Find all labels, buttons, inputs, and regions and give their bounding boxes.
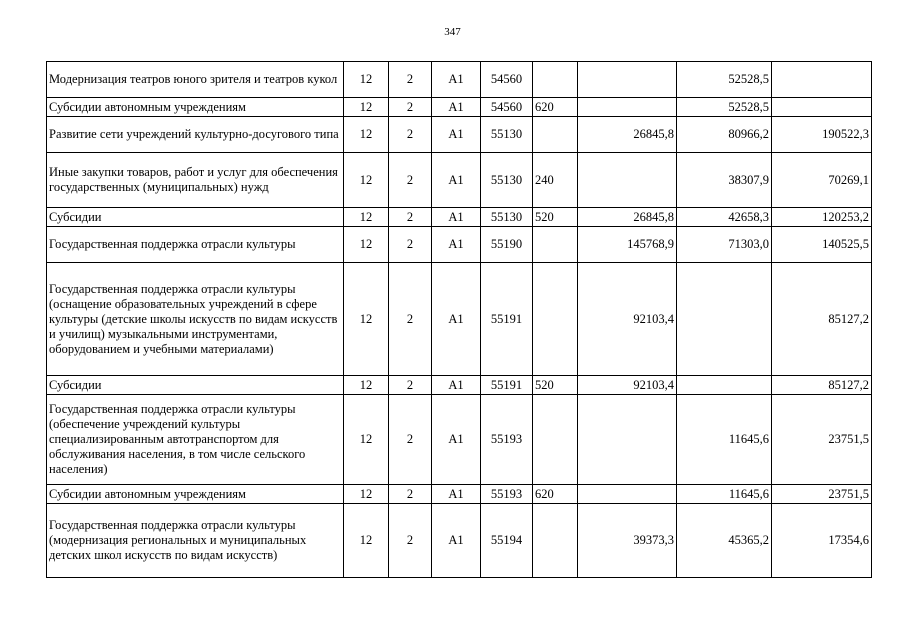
- amount-3: 85127,2: [772, 376, 872, 395]
- expense-type-code: 520: [533, 208, 578, 227]
- direction-code: 55130: [481, 117, 533, 153]
- amount-2: [677, 376, 772, 395]
- amount-2: 45365,2: [677, 504, 772, 578]
- amount-3: 23751,5: [772, 485, 872, 504]
- row-name: Государственная поддержка отрасли культуры: [47, 227, 344, 263]
- amount-3: 190522,3: [772, 117, 872, 153]
- section-code: 12: [344, 395, 389, 485]
- row-name: Субсидии: [47, 376, 344, 395]
- table-row: [47, 263, 872, 376]
- subsection-code: 2: [389, 153, 432, 208]
- section-code: 12: [344, 117, 389, 153]
- amount-2: 52528,5: [677, 98, 772, 117]
- row-name: Иные закупки товаров, работ и услуг для обеспечения государственных (муниципальных) нужд: [47, 153, 344, 208]
- direction-code: 54560: [481, 62, 533, 98]
- expense-type-code: [533, 62, 578, 98]
- expense-type-code: 620: [533, 98, 578, 117]
- section-code: 12: [344, 263, 389, 376]
- table-row: [47, 117, 872, 153]
- table-row: [47, 485, 872, 504]
- section-code: 12: [344, 227, 389, 263]
- row-name: Модернизация театров юного зрителя и театров кукол: [47, 62, 344, 98]
- program-code: A1: [432, 485, 481, 504]
- amount-1: 92103,4: [578, 376, 677, 395]
- amount-2: 11645,6: [677, 485, 772, 504]
- budget-table: [46, 61, 872, 578]
- expense-type-code: [533, 263, 578, 376]
- program-code: A1: [432, 98, 481, 117]
- program-code: A1: [432, 395, 481, 485]
- table-row: [47, 208, 872, 227]
- amount-1: 39373,3: [578, 504, 677, 578]
- subsection-code: 2: [389, 62, 432, 98]
- amount-3: 70269,1: [772, 153, 872, 208]
- amount-2: 71303,0: [677, 227, 772, 263]
- amount-3: [772, 98, 872, 117]
- table-row: [47, 504, 872, 578]
- row-name: Субсидии автономным учреждениям: [47, 485, 344, 504]
- amount-1: 92103,4: [578, 263, 677, 376]
- row-name: Субсидии: [47, 208, 344, 227]
- section-code: 12: [344, 62, 389, 98]
- row-name: Государственная поддержка отрасли культуры (оснащение образовательных учреждений в сфере культуры (детские школы искусств по видам искусств и училищ) музыкальными инструментами, оборудованием и учебными материалами): [47, 263, 344, 376]
- table-row: [47, 62, 872, 98]
- subsection-code: 2: [389, 117, 432, 153]
- expense-type-code: [533, 117, 578, 153]
- expense-type-code: [533, 227, 578, 263]
- amount-3: 17354,6: [772, 504, 872, 578]
- amount-1: [578, 153, 677, 208]
- amount-2: 38307,9: [677, 153, 772, 208]
- amount-3: 140525,5: [772, 227, 872, 263]
- subsection-code: 2: [389, 98, 432, 117]
- expense-type-code: 520: [533, 376, 578, 395]
- direction-code: 54560: [481, 98, 533, 117]
- amount-1: 26845,8: [578, 117, 677, 153]
- subsection-code: 2: [389, 485, 432, 504]
- section-code: 12: [344, 376, 389, 395]
- subsection-code: 2: [389, 208, 432, 227]
- direction-code: 55191: [481, 263, 533, 376]
- expense-type-code: 240: [533, 153, 578, 208]
- expense-type-code: [533, 395, 578, 485]
- section-code: 12: [344, 208, 389, 227]
- table-row: [47, 376, 872, 395]
- amount-2: 80966,2: [677, 117, 772, 153]
- table-row: [47, 153, 872, 208]
- direction-code: 55190: [481, 227, 533, 263]
- amount-2: 11645,6: [677, 395, 772, 485]
- direction-code: 55193: [481, 485, 533, 504]
- amount-1: [578, 485, 677, 504]
- amount-1: [578, 62, 677, 98]
- program-code: A1: [432, 117, 481, 153]
- row-name: Государственная поддержка отрасли культуры (обеспечение учреждений культуры специализированным автотранспортом для обслуживания населения, в том числе сельского населения): [47, 395, 344, 485]
- subsection-code: 2: [389, 504, 432, 578]
- direction-code: 55191: [481, 376, 533, 395]
- amount-2: 42658,3: [677, 208, 772, 227]
- program-code: A1: [432, 376, 481, 395]
- row-name: Развитие сети учреждений культурно-досугового типа: [47, 117, 344, 153]
- amount-1: 26845,8: [578, 208, 677, 227]
- direction-code: 55130: [481, 208, 533, 227]
- amount-1: [578, 98, 677, 117]
- section-code: 12: [344, 504, 389, 578]
- expense-type-code: [533, 504, 578, 578]
- direction-code: 55194: [481, 504, 533, 578]
- amount-1: [578, 395, 677, 485]
- section-code: 12: [344, 485, 389, 504]
- program-code: A1: [432, 263, 481, 376]
- subsection-code: 2: [389, 376, 432, 395]
- program-code: A1: [432, 62, 481, 98]
- program-code: A1: [432, 153, 481, 208]
- amount-2: 52528,5: [677, 62, 772, 98]
- table-row: [47, 395, 872, 485]
- program-code: A1: [432, 208, 481, 227]
- row-name: Субсидии автономным учреждениям: [47, 98, 344, 117]
- table-row: [47, 227, 872, 263]
- subsection-code: 2: [389, 227, 432, 263]
- subsection-code: 2: [389, 263, 432, 376]
- amount-3: 23751,5: [772, 395, 872, 485]
- program-code: A1: [432, 504, 481, 578]
- table-row: [47, 98, 872, 117]
- amount-3: 120253,2: [772, 208, 872, 227]
- subsection-code: 2: [389, 395, 432, 485]
- amount-3: [772, 62, 872, 98]
- section-code: 12: [344, 98, 389, 117]
- row-name: Государственная поддержка отрасли культуры (модернизация региональных и муниципальных детских школ искусств по видам искусств): [47, 504, 344, 578]
- expense-type-code: 620: [533, 485, 578, 504]
- direction-code: 55130: [481, 153, 533, 208]
- amount-2: [677, 263, 772, 376]
- direction-code: 55193: [481, 395, 533, 485]
- page-number: 347: [444, 26, 461, 38]
- program-code: A1: [432, 227, 481, 263]
- amount-3: 85127,2: [772, 263, 872, 376]
- amount-1: 145768,9: [578, 227, 677, 263]
- section-code: 12: [344, 153, 389, 208]
